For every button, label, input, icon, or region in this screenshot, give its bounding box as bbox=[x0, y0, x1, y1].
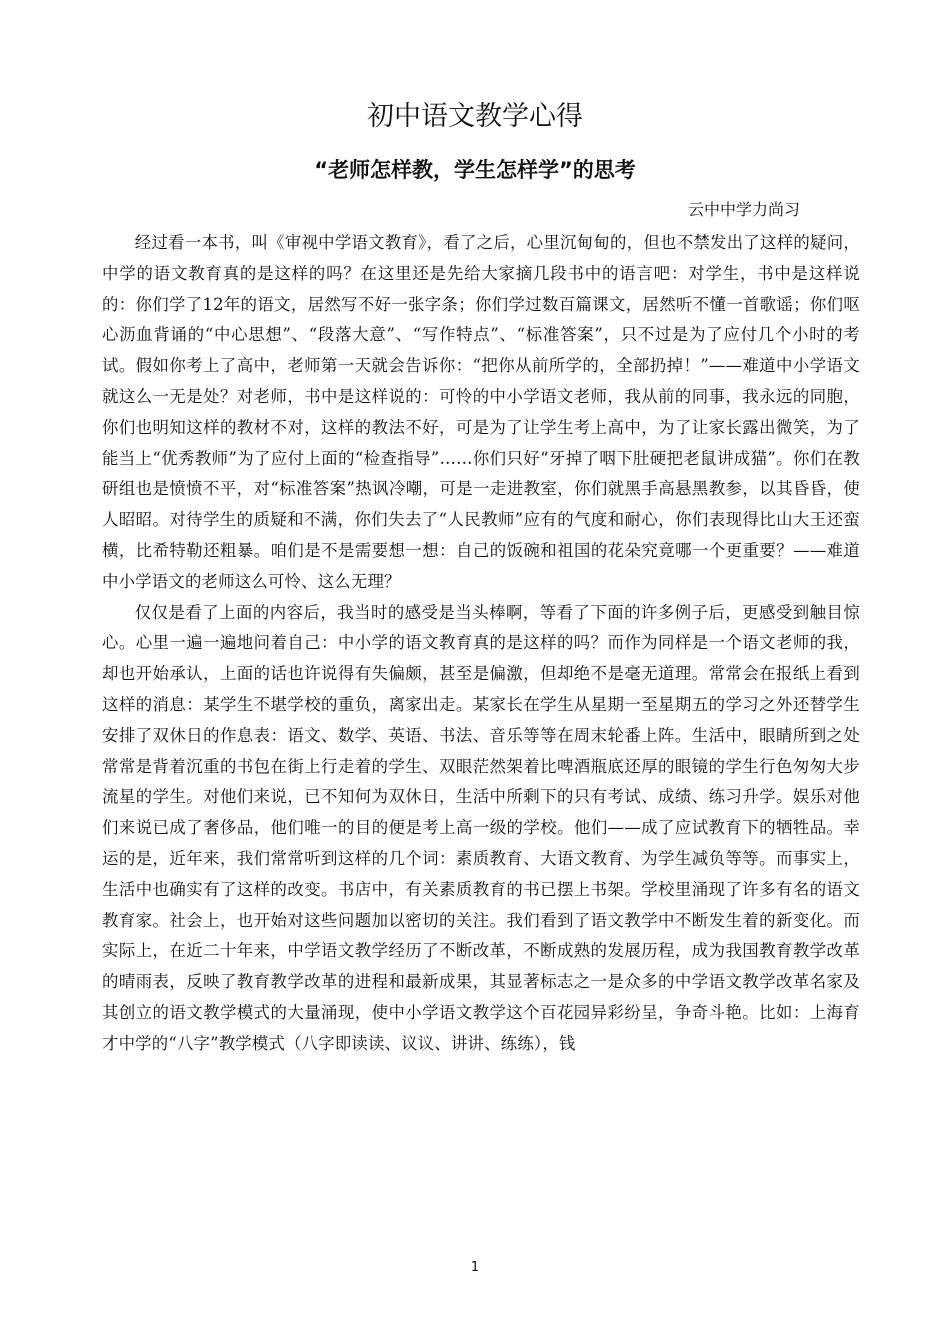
paragraph-1: 经过看一本书，叫《审视中学语文教育》，看了之后，心里沉甸甸的，但也不禁发出了这样的疑问，中学的语文教育真的是这样的吗？在这里还是先给大家摘几段书中的语言吧：对学生，书中是这样说的：你们学了12年的语文，居然写不好一张字条；你们学过数百篇课文，居然听不懂一首歌谣；你们呕心沥血背诵的“中心思想”、“段落大意”、“写作特点”、“标准答案”，只不过是为了应付几个小时的考试。假如你考上了高中，老师第一天就会告诉你：“把你从前所学的，全部扔掉！”——难道中小学语文就这么一无是处？对老师，书中是这样说的：可怜的中小学语文老师，我从前的同事，我永远的同胞，你们也明知这样的教材不对，这样的教法不好，可是为了让学生考上高中，为了让家长露出微笑，为了能当上“优秀教师”为了应付上面的“检查指导”……你们只好“牙掉了咽下肚硬把老鼠讲成猫”。你们在教研组也是愤愤不平，对“标准答案”热讽冷嘲，可是一走进教室，你们就黑手高悬黑教参，以其昏昏，使人昭昭。对待学生的质疑和不满，你们失去了“人民教师”应有的气度和耐心，你们表现得比山大王还蛮横，比希特勒还粗暴。咱们是不是需要想一想：自己的饭碗和祖国的花朵究竟哪一个更重要？——难道中小学语文的老师这么可怜、这么无理？ bbox=[102, 233, 860, 591]
paragraph-2: 仅仅是看了上面的内容后，我当时的感受是当头棒啊，等看了下面的许多例子后，更感受到触目惊心。心里一遍一遍地问着自己：中小学的语文教育真的是这样的吗？而作为同样是一个语文老师的我，却也开始承认，上面的话也许说得有失偏颇，甚至是偏激，但却绝不是毫无道理。常常会在报纸上看到这样的消息：某学生不堪学校的重负，离家出走。某家长在学生从星期一至星期五的学习之外还替学生安排了双休日的作息表：语文、数学、英语、书法、音乐等等在周末轮番上阵。生活中，眼睛所到之处常常是背着沉重的书包在街上行走着的学生、双眼茫然架着比啤酒瓶底还厚的眼镜的学生行色匆匆大步流星的学生。对他们来说，已不知何为双休日，生活中所剩下的只有考试、成绩、练习升学。娱乐对他们来说已成了奢侈品，他们唯一的目的便是考上高一级的学校。他们——成了应试教育下的牺牲品。幸运的是，近年来，我们常常听到这样的几个词：素质教育、大语文教育、为学生减负等等。而事实上，生活中也确实有了这样的改变。书店中，有关素质教育的书已摆上书架。学校里涌现了许多有名的语文教育家。社会上，也开始对这些问题加以密切的关注。我们看到了语文教学中不断发生着的新变化。而实际上，在近二十年来，中学语文教学经历了不断改革，不断成熟的发展历程，成为我国教育教学改革的晴雨表，反映了教育教学改革的进程和最新成果，其显著标志之一是众多的中学语文教学改革名家及其创立的语文教学模式的大量涌现，使中小学语文教学这个百花园异彩纷呈，争奇斗艳。比如：上海育才中学的“八字”教学模式（八字即读读、议议、讲讲、练练），钱 bbox=[102, 602, 860, 1053]
document-title: 初中语文教学心得 bbox=[367, 101, 583, 132]
document-subtitle: “老师怎样教，学生怎样学”的思考 bbox=[314, 158, 636, 182]
document-body bbox=[102, 228, 860, 1060]
page-number: 1 bbox=[470, 1260, 480, 1275]
author-line: 云中中学力尚习 bbox=[687, 200, 800, 219]
